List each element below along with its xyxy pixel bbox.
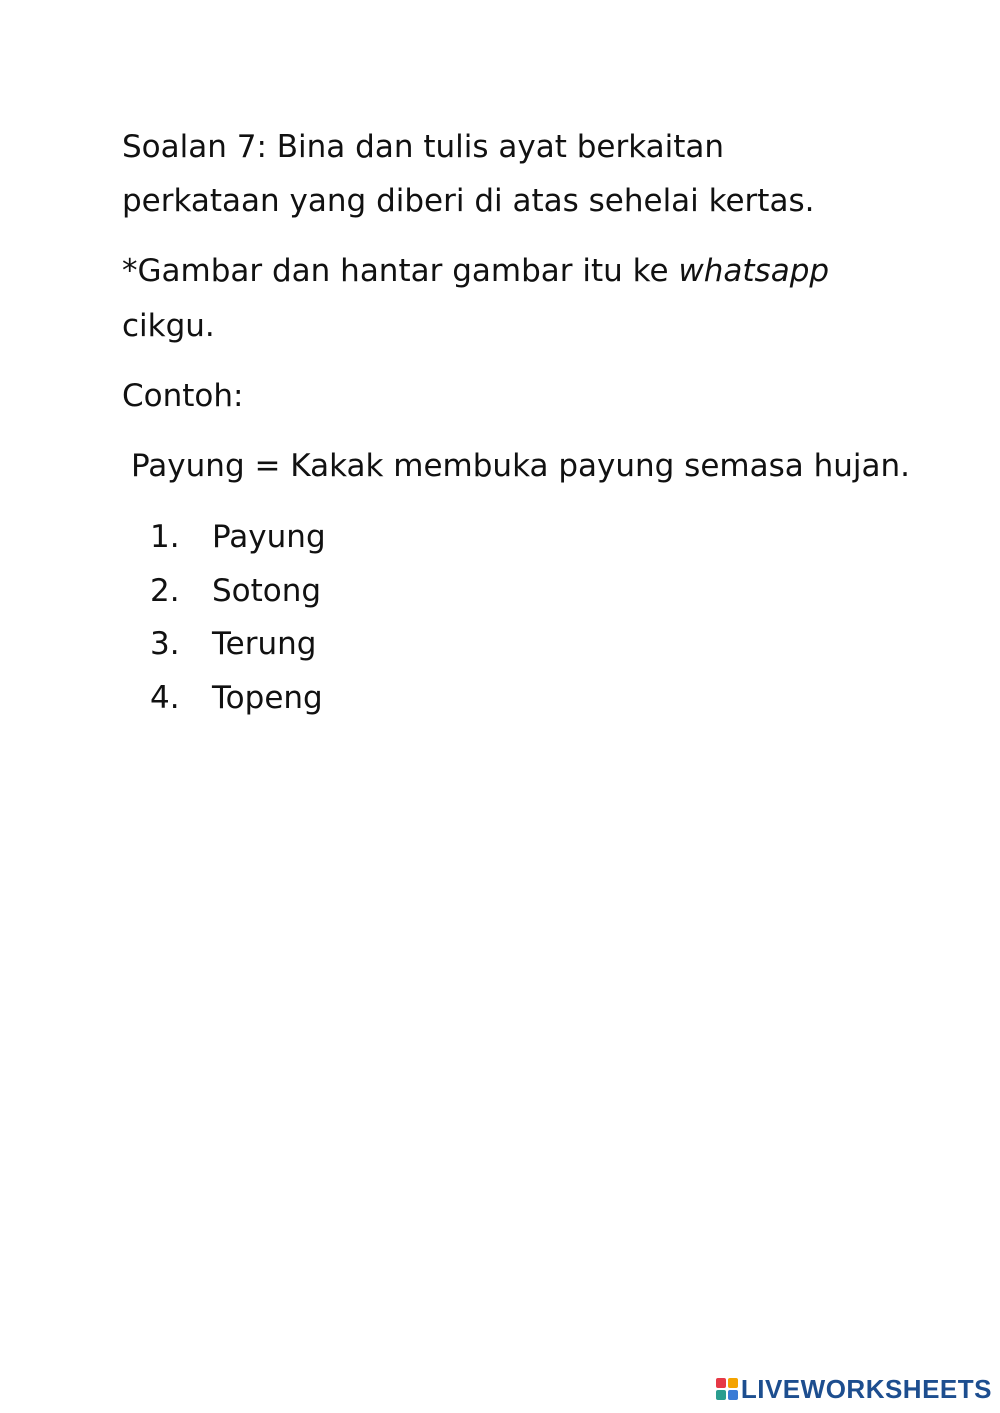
logo-block xyxy=(716,1390,726,1400)
logo-block xyxy=(716,1378,726,1388)
instruction-line-1 xyxy=(122,251,829,291)
example-sentence: Payung = Kakak membuka payung semasa hujan. xyxy=(131,448,911,484)
list-item-word: Terung xyxy=(212,626,317,662)
list-item xyxy=(150,678,323,718)
question-line-1: Soalan 7: Bina dan tulis ayat berkaitan xyxy=(122,129,725,165)
list-item-number: 4. xyxy=(150,680,180,716)
logo-mark-icon xyxy=(716,1378,738,1400)
logo-block xyxy=(728,1378,738,1388)
logo-text: LIVEWORKSHEETS xyxy=(740,1374,992,1404)
list-item xyxy=(150,517,326,557)
example-label: Contoh: xyxy=(122,378,244,414)
list-item-number: 3. xyxy=(150,626,180,662)
list-item-word: Topeng xyxy=(212,680,323,716)
logo-block xyxy=(728,1390,738,1400)
list-item-number: 1. xyxy=(150,519,180,555)
list-item xyxy=(150,571,321,611)
list-item-word: Payung xyxy=(212,519,326,555)
list-item xyxy=(150,624,316,664)
question-line-2: perkataan yang diberi di atas sehelai kertas. xyxy=(122,183,815,219)
instruction-app-name: whatsapp xyxy=(678,253,830,289)
liveworksheets-logo[interactable] xyxy=(716,1371,992,1407)
instruction-line-2: cikgu. xyxy=(122,308,215,344)
instruction-prefix: *Gambar dan hantar gambar itu ke xyxy=(122,253,679,289)
list-item-number: 2. xyxy=(150,573,180,609)
list-item-word: Sotong xyxy=(212,573,322,609)
